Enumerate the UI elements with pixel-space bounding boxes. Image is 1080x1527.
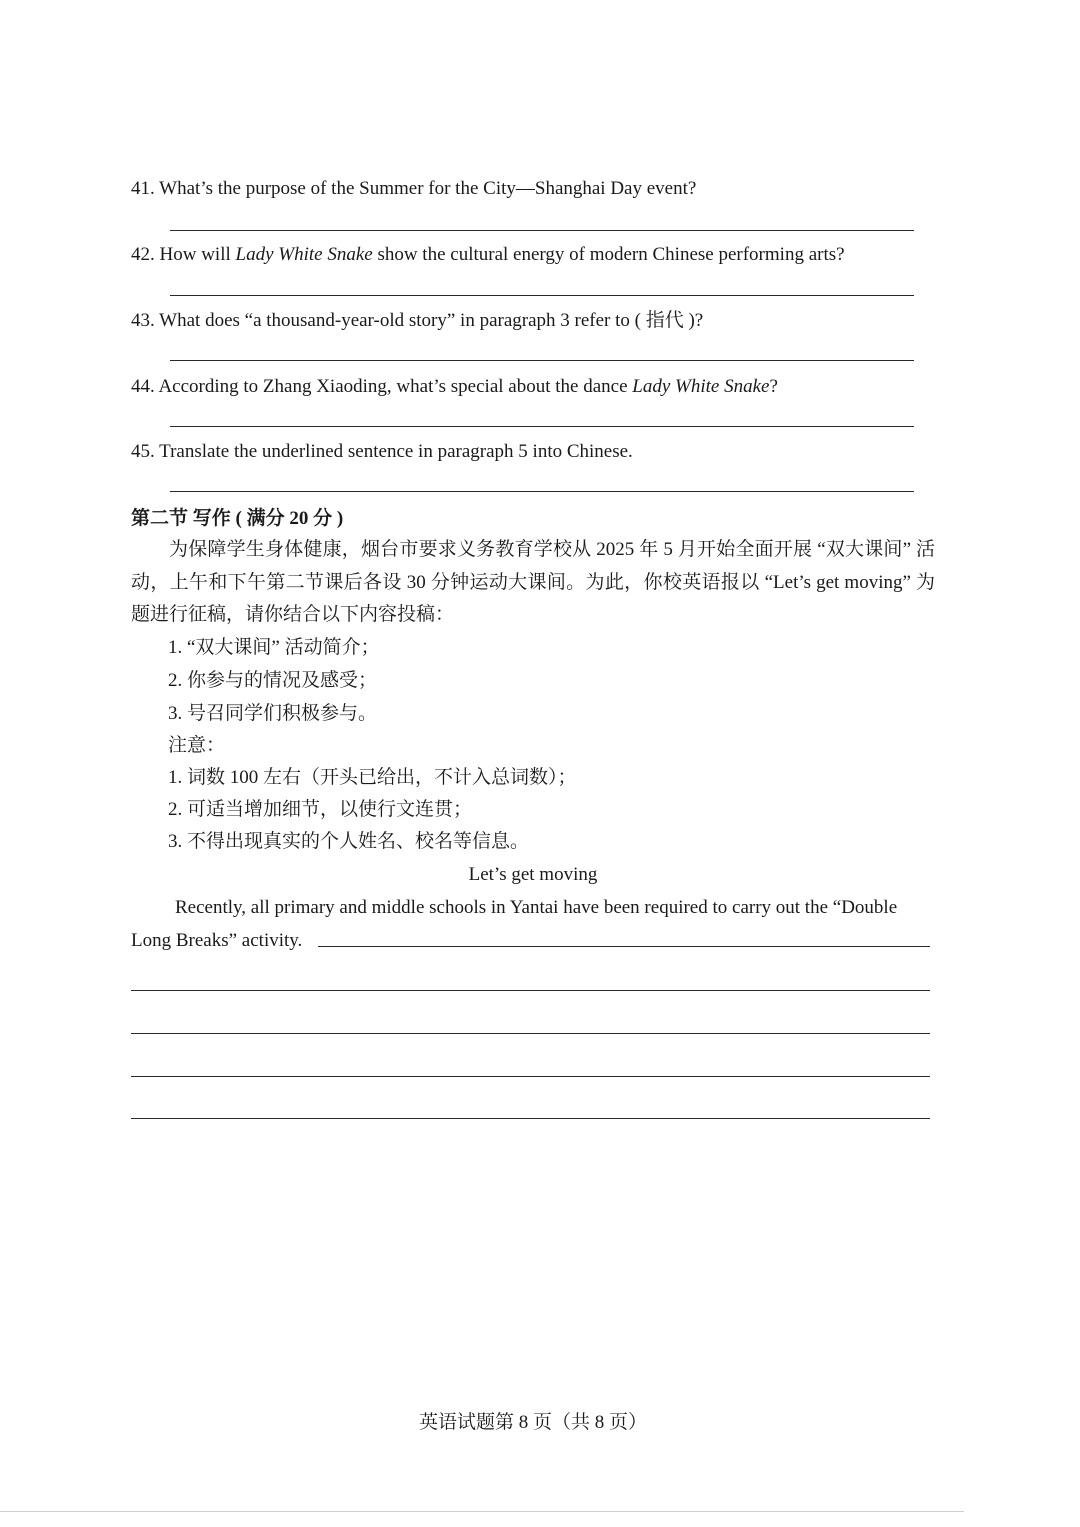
page-footer: 英语试题第 8 页（共 8 页） xyxy=(418,1412,647,1433)
writing-line-2[interactable] xyxy=(131,1033,930,1034)
question-41 xyxy=(131,177,696,201)
work-title: Lady White Snake xyxy=(235,244,373,265)
question-43 xyxy=(131,309,703,333)
question-text: Translate the underlined sentence in paragraph 5 into Chinese. xyxy=(159,441,633,462)
answer-line-43[interactable] xyxy=(170,360,914,361)
essay-title: Let’s get moving xyxy=(468,864,598,885)
question-text: ? xyxy=(769,376,778,397)
answer-line-42[interactable] xyxy=(170,295,914,296)
question-number: 42. xyxy=(131,244,155,265)
question-number: 45. xyxy=(131,441,155,462)
writing-line-1[interactable] xyxy=(131,990,930,991)
essay-opening-line-2: Long Breaks” activity. xyxy=(131,930,303,951)
answer-line-45[interactable] xyxy=(170,491,914,492)
question-text: How will xyxy=(159,244,236,265)
question-text: show the cultural energy of modern Chinese performing arts? xyxy=(372,244,845,265)
content-point-2: 2. 你参与的情况及感受； xyxy=(168,670,378,691)
note-3: 3. 不得出现真实的个人姓名、校名等信息。 xyxy=(168,831,530,852)
answer-line-44[interactable] xyxy=(170,426,914,427)
notes-label: 注意： xyxy=(168,735,226,756)
section-title: 第二节 写作 ( 满分 20 分 ) xyxy=(131,508,344,529)
question-number: 44. xyxy=(131,376,155,397)
question-45 xyxy=(131,440,633,464)
content-point-3: 3. 号召同学们积极参与。 xyxy=(168,703,378,724)
writing-line-4[interactable] xyxy=(131,1118,930,1119)
page-edge-divider xyxy=(0,1511,964,1512)
writing-prompt: 为保障学生身体健康，烟台市要求义务教育学校从 2025 年 5 月开始全面开展 “双大课间” 活动，上午和下午第二节课后各设 30 分钟运动大课间。为此，你校英语报以 “Let’s get moving” 为题进行征稿，请你结合以下内容投稿： xyxy=(131,539,935,625)
question-text: What’s the purpose of the Summer for the City—Shanghai Day event? xyxy=(159,178,697,199)
writing-line-inline[interactable] xyxy=(318,946,930,947)
question-number: 43. xyxy=(131,310,155,331)
question-42 xyxy=(131,243,845,267)
content-point-1: 1. “双大课间” 活动简介； xyxy=(168,637,380,658)
writing-line-3[interactable] xyxy=(131,1076,930,1077)
question-text: What does “a thousand-year-old story” in paragraph 3 refer to ( 指代 )? xyxy=(159,310,704,331)
answer-line-41[interactable] xyxy=(170,230,914,231)
work-title: Lady White Snake xyxy=(632,376,770,397)
note-1: 1. 词数 100 左右（开头已给出，不计入总词数）； xyxy=(168,767,577,788)
essay-opening-line-1: Recently, all primary and middle schools in Yantai have been required to carry out the “Double xyxy=(175,897,898,918)
note-2: 2. 可适当增加细节，以使行文连贯； xyxy=(168,799,473,820)
question-44 xyxy=(131,375,778,399)
question-text: According to Zhang Xiaoding, what’s special about the dance xyxy=(158,376,633,397)
question-number: 41. xyxy=(131,178,155,199)
